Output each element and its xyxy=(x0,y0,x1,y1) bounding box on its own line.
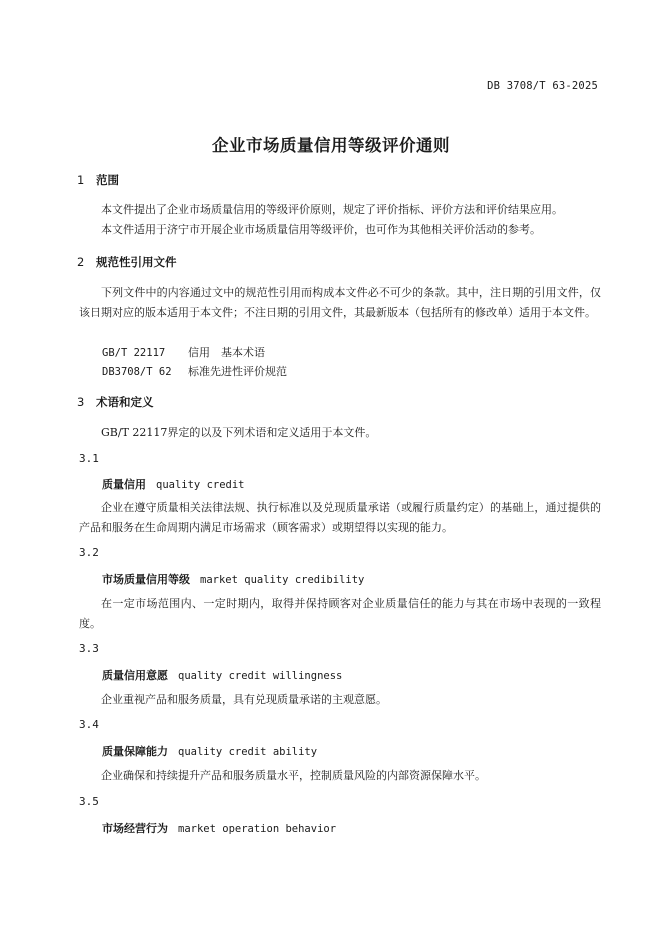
term-heading xyxy=(102,571,364,587)
section-heading-references xyxy=(77,254,177,270)
section-heading-scope xyxy=(77,172,119,188)
reference-item xyxy=(102,362,287,382)
section-title: 范围 xyxy=(96,173,119,187)
term-zh: 市场质量信用等级 xyxy=(102,573,190,586)
reference-name: 信用 基本术语 xyxy=(188,346,265,359)
term-definition: 在一定市场范围内、一定时期内，取得并保持顾客对企业质量信任的能力与其在市场中表现的一致程度。 xyxy=(79,597,601,630)
term-number: 3.1 xyxy=(79,452,99,465)
paragraph: 下列文件中的内容通过文中的规范性引用而构成本文件必不可少的条款。其中，注日期的引用文件，仅该日期对应的版本适用于本文件；不注日期的引用文件，其最新版本（包括所有的修改单）适用于本文件。 xyxy=(79,286,601,319)
paragraph: GB/T 22117界定的以及下列术语和定义适用于本文件。 xyxy=(101,426,377,439)
section-number: 2 xyxy=(77,255,85,269)
section-title: 规范性引用文件 xyxy=(96,255,177,269)
document-title: 企业市场质量信用等级评价通则 xyxy=(212,136,450,155)
term-zh: 市场经营行为 xyxy=(102,822,168,835)
term-heading xyxy=(102,476,245,492)
term-heading xyxy=(102,667,342,683)
term-zh: 质量信用 xyxy=(102,478,146,491)
term-en: market quality credibility xyxy=(200,574,365,586)
section-number: 3 xyxy=(77,395,85,409)
term-zh: 质量保障能力 xyxy=(102,745,168,758)
term-definition: 企业重视产品和服务质量，具有兑现质量承诺的主观意愿。 xyxy=(101,693,387,706)
term-definition: 企业在遵守质量相关法律法规、执行标准以及兑现质量承诺（或履行质量约定）的基础上，通过提供的产品和服务在生命周期内满足市场需求（顾客需求）或期望得以实现的能力。 xyxy=(79,501,601,534)
term-heading xyxy=(102,743,317,759)
reference-code: GB/T 22117 xyxy=(102,347,166,359)
reference-code: DB3708/T 62 xyxy=(102,366,172,378)
section-number: 1 xyxy=(77,173,85,187)
term-definition: 企业确保和持续提升产品和服务质量水平，控制质量风险的内部资源保障水平。 xyxy=(101,769,486,782)
term-number: 3.5 xyxy=(79,795,99,808)
term-en: quality credit willingness xyxy=(178,670,343,682)
section-title: 术语和定义 xyxy=(96,395,154,409)
term-en: market operation behavior xyxy=(178,823,337,835)
paragraph: 本文件适用于济宁市开展企业市场质量信用等级评价，也可作为其他相关评价活动的参考。 xyxy=(101,223,541,236)
term-number: 3.4 xyxy=(79,718,99,731)
term-number: 3.3 xyxy=(79,642,99,655)
term-zh: 质量信用意愿 xyxy=(102,669,168,682)
term-heading xyxy=(102,820,336,836)
paragraph: 本文件提出了企业市场质量信用的等级评价原则，规定了评价指标、评价方法和评价结果应用。 xyxy=(101,203,563,216)
reference-item xyxy=(102,343,265,363)
document-code: DB 3708/T 63-2025 xyxy=(487,80,598,92)
term-number: 3.2 xyxy=(79,546,99,559)
term-en: quality credit ability xyxy=(178,746,318,758)
term-en: quality credit xyxy=(156,479,245,491)
section-heading-terms xyxy=(77,394,154,410)
reference-name: 标准先进性评价规范 xyxy=(188,365,287,378)
